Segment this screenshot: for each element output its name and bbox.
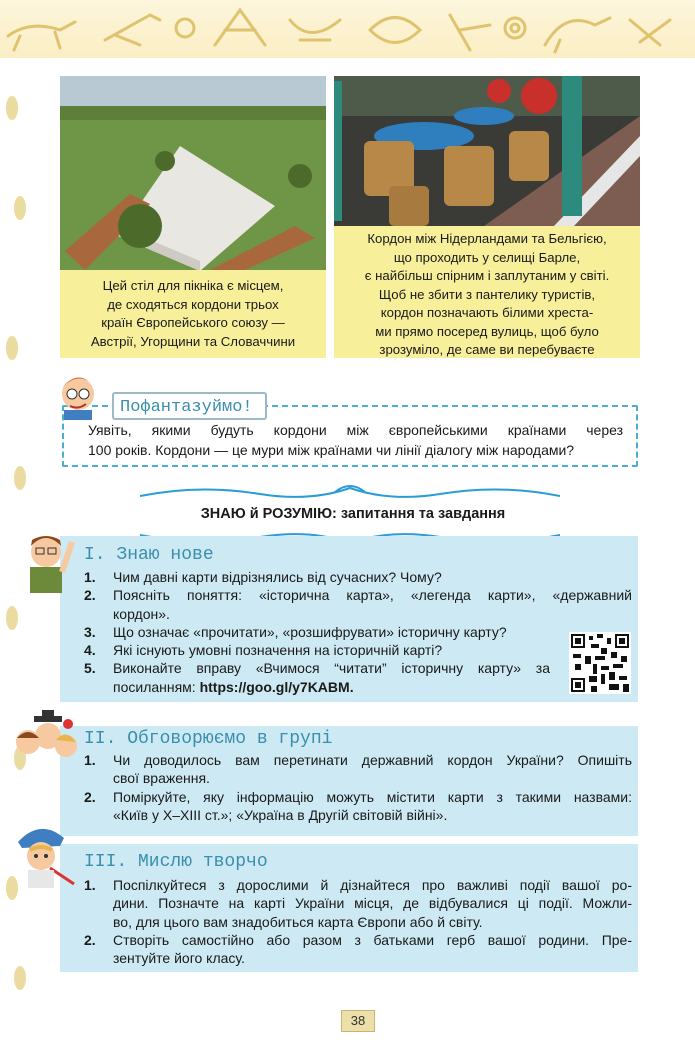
caption-line: є найбільш спірним і заплутаним у світі. xyxy=(364,268,610,283)
students-group-icon xyxy=(8,706,80,773)
caption-line: Щоб не збити з пантелику туристів, xyxy=(378,286,596,302)
item-line: «Київ у X–XIII ст.»; «Україна в Другій світовій війні». xyxy=(113,806,448,823)
item-number: 4. xyxy=(84,642,96,659)
caption-line: країн Європейського союзу — xyxy=(101,315,285,330)
boy-thinking-icon xyxy=(50,368,110,425)
item-line: посиланням: xyxy=(113,678,200,695)
section-heading: II. Обговорюємо в групі xyxy=(84,729,333,749)
fantasy-line: 100 років. Кордони — це мури між країнами чи лінії діалогу між народами? xyxy=(88,442,575,458)
item-line: Які існують умовні позначення на історичній карті? xyxy=(113,642,443,659)
item-line: дини. Позначте на карті України місця, де відбувалися ці події. Можли- xyxy=(113,895,632,912)
know-new-list xyxy=(84,568,632,696)
item-number: 2. xyxy=(84,931,96,948)
item-number: 2. xyxy=(84,587,96,604)
fantasy-line: Уявіть, якими будуть кордони між європейськими країнами через xyxy=(88,422,623,438)
caption-line: Австрії, Угорщини та Словаччини xyxy=(90,333,296,349)
list-item xyxy=(84,623,632,641)
qr-code[interactable] xyxy=(569,632,631,699)
item-line: зентуйте його класу. xyxy=(113,950,245,967)
caption-line: ми прямо посеред вулиць, щоб було xyxy=(375,323,599,339)
item-line: Поясніть поняття: «історична карта», «легенда карти», «державний xyxy=(113,587,632,604)
item-line: во, для цього вам знадобиться карта Європи або й світу. xyxy=(113,913,483,930)
item-line: Виконайте вправу «Вчимося “читати” історичну карту» за xyxy=(113,660,550,677)
section-heading: III. Мислю творчо xyxy=(84,852,268,872)
exercise-link[interactable]: https://goo.gl/y7KABM. xyxy=(199,678,354,695)
cave-art-decoration xyxy=(0,0,695,58)
caption-line: де сходяться кордони трьох xyxy=(107,296,279,312)
painter-boy-icon xyxy=(10,818,76,895)
item-number: 2. xyxy=(84,788,96,805)
caption-line: зрозуміло, де саме ви перебуваєте xyxy=(379,342,595,357)
item-line: свої враження. xyxy=(113,770,210,787)
list-item xyxy=(84,931,632,968)
section-heading: I. Знаю нове xyxy=(84,545,214,565)
header-ornament xyxy=(0,0,695,58)
list-item xyxy=(84,586,632,623)
item-line: Чи доводилось вам перетинати державний кордон України? Опишіть xyxy=(113,752,632,768)
item-number: 1. xyxy=(84,752,96,768)
item-line: Створіть самостійно або разом з батьками герб вашої родини. Пре- xyxy=(113,931,632,948)
item-line: Поспілкуйтеся з дорослими й дізнайтеся про важливі події вашої ро- xyxy=(113,877,632,893)
fantasy-text xyxy=(88,420,623,460)
item-number: 1. xyxy=(84,569,96,585)
caption-line: Кордон між Нідерландами та Бельгією, xyxy=(367,231,607,246)
item-line: Що означає «прочитати», «розшифрувати» історичну карту? xyxy=(113,623,507,640)
list-item xyxy=(84,788,632,825)
list-item xyxy=(84,659,550,696)
right-photo-caption xyxy=(334,226,640,358)
creative-thinking-list xyxy=(84,876,632,967)
item-line: Поміркуйте, яку інформацію можуть містити карти з такими назвами: xyxy=(113,788,632,805)
section-title: ЗНАЮ й РОЗУМІЮ: запитання та завдання xyxy=(200,506,506,522)
title-ornament-top xyxy=(140,482,560,504)
discuss-group-list xyxy=(84,751,632,824)
page-number: 38 xyxy=(341,1010,375,1032)
cafe-border-photo xyxy=(334,76,640,226)
list-item xyxy=(84,568,632,586)
item-line: кордон». xyxy=(113,605,170,622)
picnic-table-photo xyxy=(60,76,326,270)
item-number: 5. xyxy=(84,660,96,677)
item-line: Чим давні карти відрізнялись від сучасних? Чому? xyxy=(113,569,442,585)
teacher-icon xyxy=(16,522,78,599)
caption-line: що проходить у селищі Барле, xyxy=(393,249,581,265)
list-item xyxy=(84,641,632,659)
list-item xyxy=(84,751,632,788)
item-number: 1. xyxy=(84,877,96,893)
list-item xyxy=(84,876,632,931)
caption-line: кордон позначають білими хреста- xyxy=(380,305,594,320)
left-photo-caption xyxy=(60,270,326,358)
caption-line: Цей стіл для пікніка є місцем, xyxy=(102,278,284,293)
item-number: 3. xyxy=(84,623,96,640)
fantasy-label: Пофантазуймо! xyxy=(112,392,267,420)
